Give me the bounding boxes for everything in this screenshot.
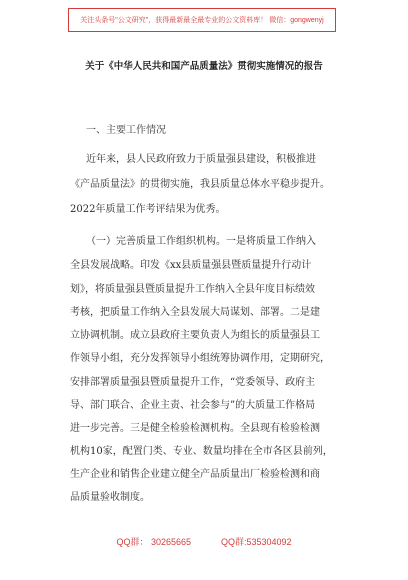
paragraph-line: 导、部门联合、企业主责、社会参与”的大质量工作格局 [70, 400, 316, 411]
top-banner [68, 8, 336, 32]
paragraph-line: 考核，把质量工作纳入全县发展大局谋划、部署。二是建 [70, 307, 320, 318]
footer-contacts [0, 535, 408, 551]
paragraph-line: 《产品质量法》的贯彻实施，我县质量总体水平稳步提升。 [70, 179, 330, 190]
paragraph-line: 立协调机制。成立县政府主要负责人为组长的质量强县工 [70, 330, 320, 341]
footer-qq-group-1: QQ群： 30265665 [116, 537, 191, 547]
paragraph-line: 划》，将质量强县暨质量提升工作纳入全县年度目标绩效 [70, 284, 315, 295]
paragraph-line: 生产企业和销售企业建立健全产品质量出厂检验检测和商 [70, 469, 320, 480]
banner-text: 关注头条号"公文研究"，获得最新最全最专业的公文资料库！ 微信：gongwenyj [80, 17, 324, 24]
paragraph-line: 全县发展战略。印发《xx县质量强县暨质量提升行动计 [70, 260, 312, 271]
paragraph-line: 作领导小组，充分发挥领导小组统筹协调作用，定期研究， [70, 353, 330, 364]
paragraph-line: 安排部署质量强县暨质量提升工作，“党委领导、政府主 [70, 377, 316, 388]
paragraph-line: 2022年质量工作考评结果为优秀。 [70, 204, 226, 215]
document-title: 关于《中华人民共和国产品质量法》贯彻实施情况的报告 [85, 61, 323, 72]
paragraph-line: （一）完善质量工作组织机构。一是将质量工作纳入 [86, 236, 316, 247]
section-heading: 一、主要工作情况 [86, 125, 166, 136]
footer-qq-group-2: QQ群:535304092 [220, 537, 292, 547]
paragraph-line: 机构10家，配置门类、专业、数量均排在全市各区县前列， [70, 446, 333, 457]
paragraph-line: 近年来，县人民政府致力于质量强县建设，积极推进 [86, 154, 316, 165]
paragraph-line: 进一步完善。三是健全检验检测机构。全县现有检验检测 [70, 423, 320, 434]
paragraph-line: 品质量验收制度。 [70, 492, 150, 503]
